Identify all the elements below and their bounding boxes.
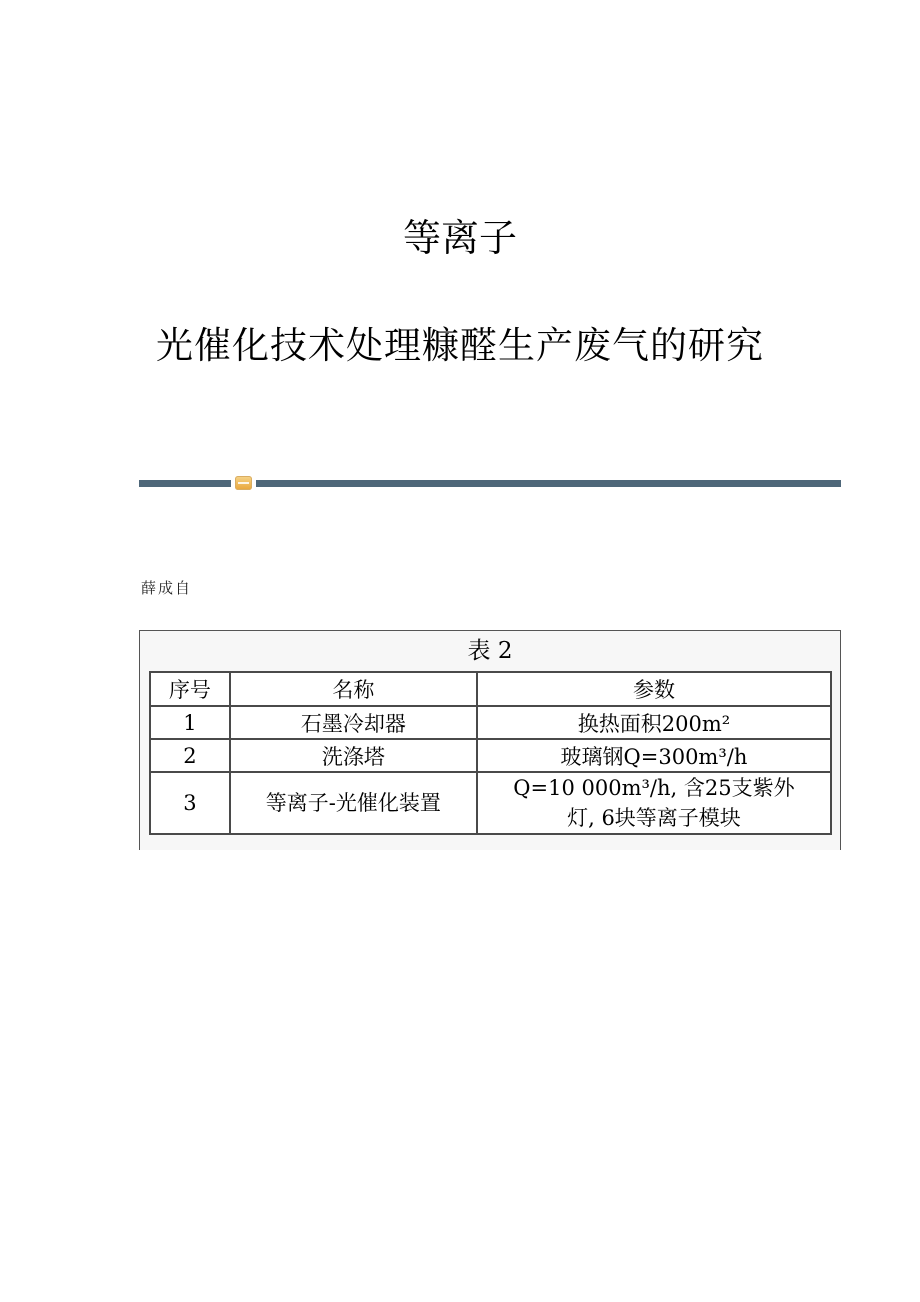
table-header-row [150,672,831,706]
cell-parameter [477,772,831,834]
cell-name: 洗涤塔 [230,739,477,772]
table-row [150,772,831,834]
table-caption: 表 2 [467,638,513,664]
document-title-line-1: 等离子 [402,216,517,260]
header-cell-number: 序号 [150,672,230,706]
cell-number: 3 [150,772,230,834]
cell-parameter-line-1: Q=10 000m³/h, 含25支紫外 [513,776,795,800]
document-title-line-2: 光催化技术处理糠醛生产废气的研究 [156,324,764,367]
cell-parameter-line-2: 灯, 6块等离子模块 [567,806,741,830]
divider-bar-right [256,480,841,487]
header-cell-parameter: 参数 [477,672,831,706]
table-figure [139,630,841,850]
author-name: 薛成自 [141,579,193,597]
equipment-table [149,671,832,835]
table-row [150,706,831,739]
cell-name: 等离子-光催化装置 [230,772,477,834]
cell-number: 1 [150,706,230,739]
header-cell-name: 名称 [230,672,477,706]
cell-number: 2 [150,739,230,772]
cell-parameter: 玻璃钢Q=300m³/h [477,739,831,772]
divider-ornament-icon [235,476,252,490]
table-row [150,739,831,772]
title-divider [139,476,841,490]
cell-parameter: 换热面积200m² [477,706,831,739]
divider-bar-left [139,480,231,487]
cell-name: 石墨冷却器 [230,706,477,739]
